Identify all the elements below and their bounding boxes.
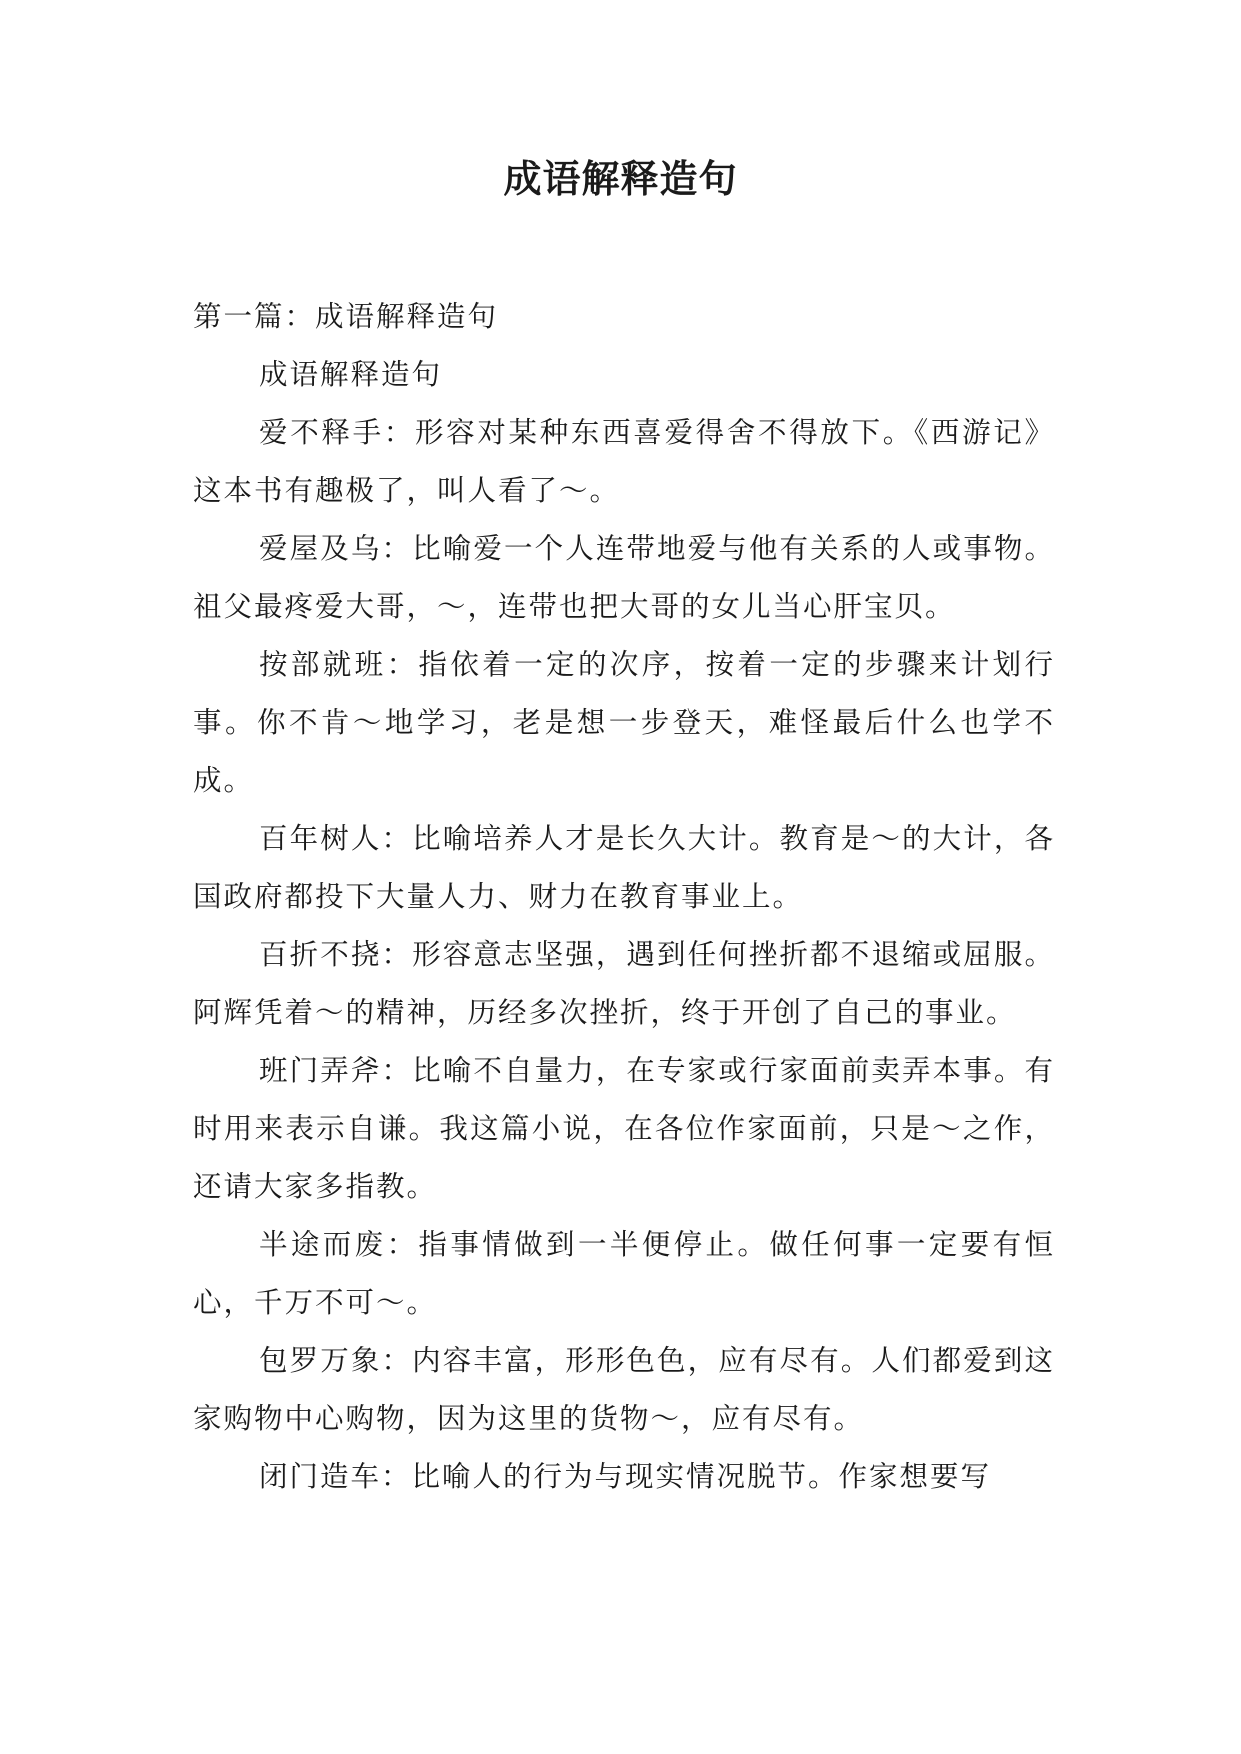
idiom-entry-bao-luo-wan-xiang: 包罗万象：内容丰富，形形色色，应有尽有。人们都爱到这家购物中心购物，因为这里的货物～，应有尽有。 [193, 1344, 1055, 1435]
idiom-entry-ban-tu-er-fei: 半途而废：指事情做到一半便停止。做任何事一定要有恒心，千万不可～。 [193, 1228, 1055, 1319]
idiom-entry-ai-bu-shi-shou: 爱不释手：形容对某种东西喜爱得舍不得放下。《西游记》这本书有趣极了，叫人看了～。 [193, 416, 1055, 507]
idiom-entry-bai-nian-shu-ren: 百年树人：比喻培养人才是长久大计。教育是～的大计，各国政府都投下大量人力、财力在教育事业上。 [193, 822, 1055, 913]
idiom-entry-bai-zhe-bu-nao: 百折不挠：形容意志坚强，遇到任何挫折都不退缩或屈服。阿辉凭着～的精神，历经多次挫折，终于开创了自己的事业。 [193, 938, 1055, 1029]
subsection-heading: 成语解释造句 [259, 358, 443, 391]
document-body [193, 288, 1055, 1506]
idiom-entry-ban-men-nong-fu: 班门弄斧：比喻不自量力，在专家或行家面前卖弄本事。有时用来表示自谦。我这篇小说，在各位作家面前，只是～之作，还请大家多指教。 [193, 1054, 1055, 1203]
section-heading: 第一篇：成语解释造句 [193, 300, 499, 333]
idiom-entry-ai-wu-ji-wu: 爱屋及乌：比喻爱一个人连带地爱与他有关系的人或事物。祖父最疼爱大哥，～，连带也把大哥的女儿当心肝宝贝。 [193, 532, 1055, 623]
idiom-entry-an-bu-jiu-ban: 按部就班：指依着一定的次序，按着一定的步骤来计划行事。你不肯～地学习，老是想一步登天，难怪最后什么也学不成。 [193, 648, 1055, 797]
idiom-entry-bi-men-zao-che: 闭门造车：比喻人的行为与现实情况脱节。作家想要写 [259, 1460, 992, 1493]
document-title: 成语解释造句 [503, 157, 738, 201]
